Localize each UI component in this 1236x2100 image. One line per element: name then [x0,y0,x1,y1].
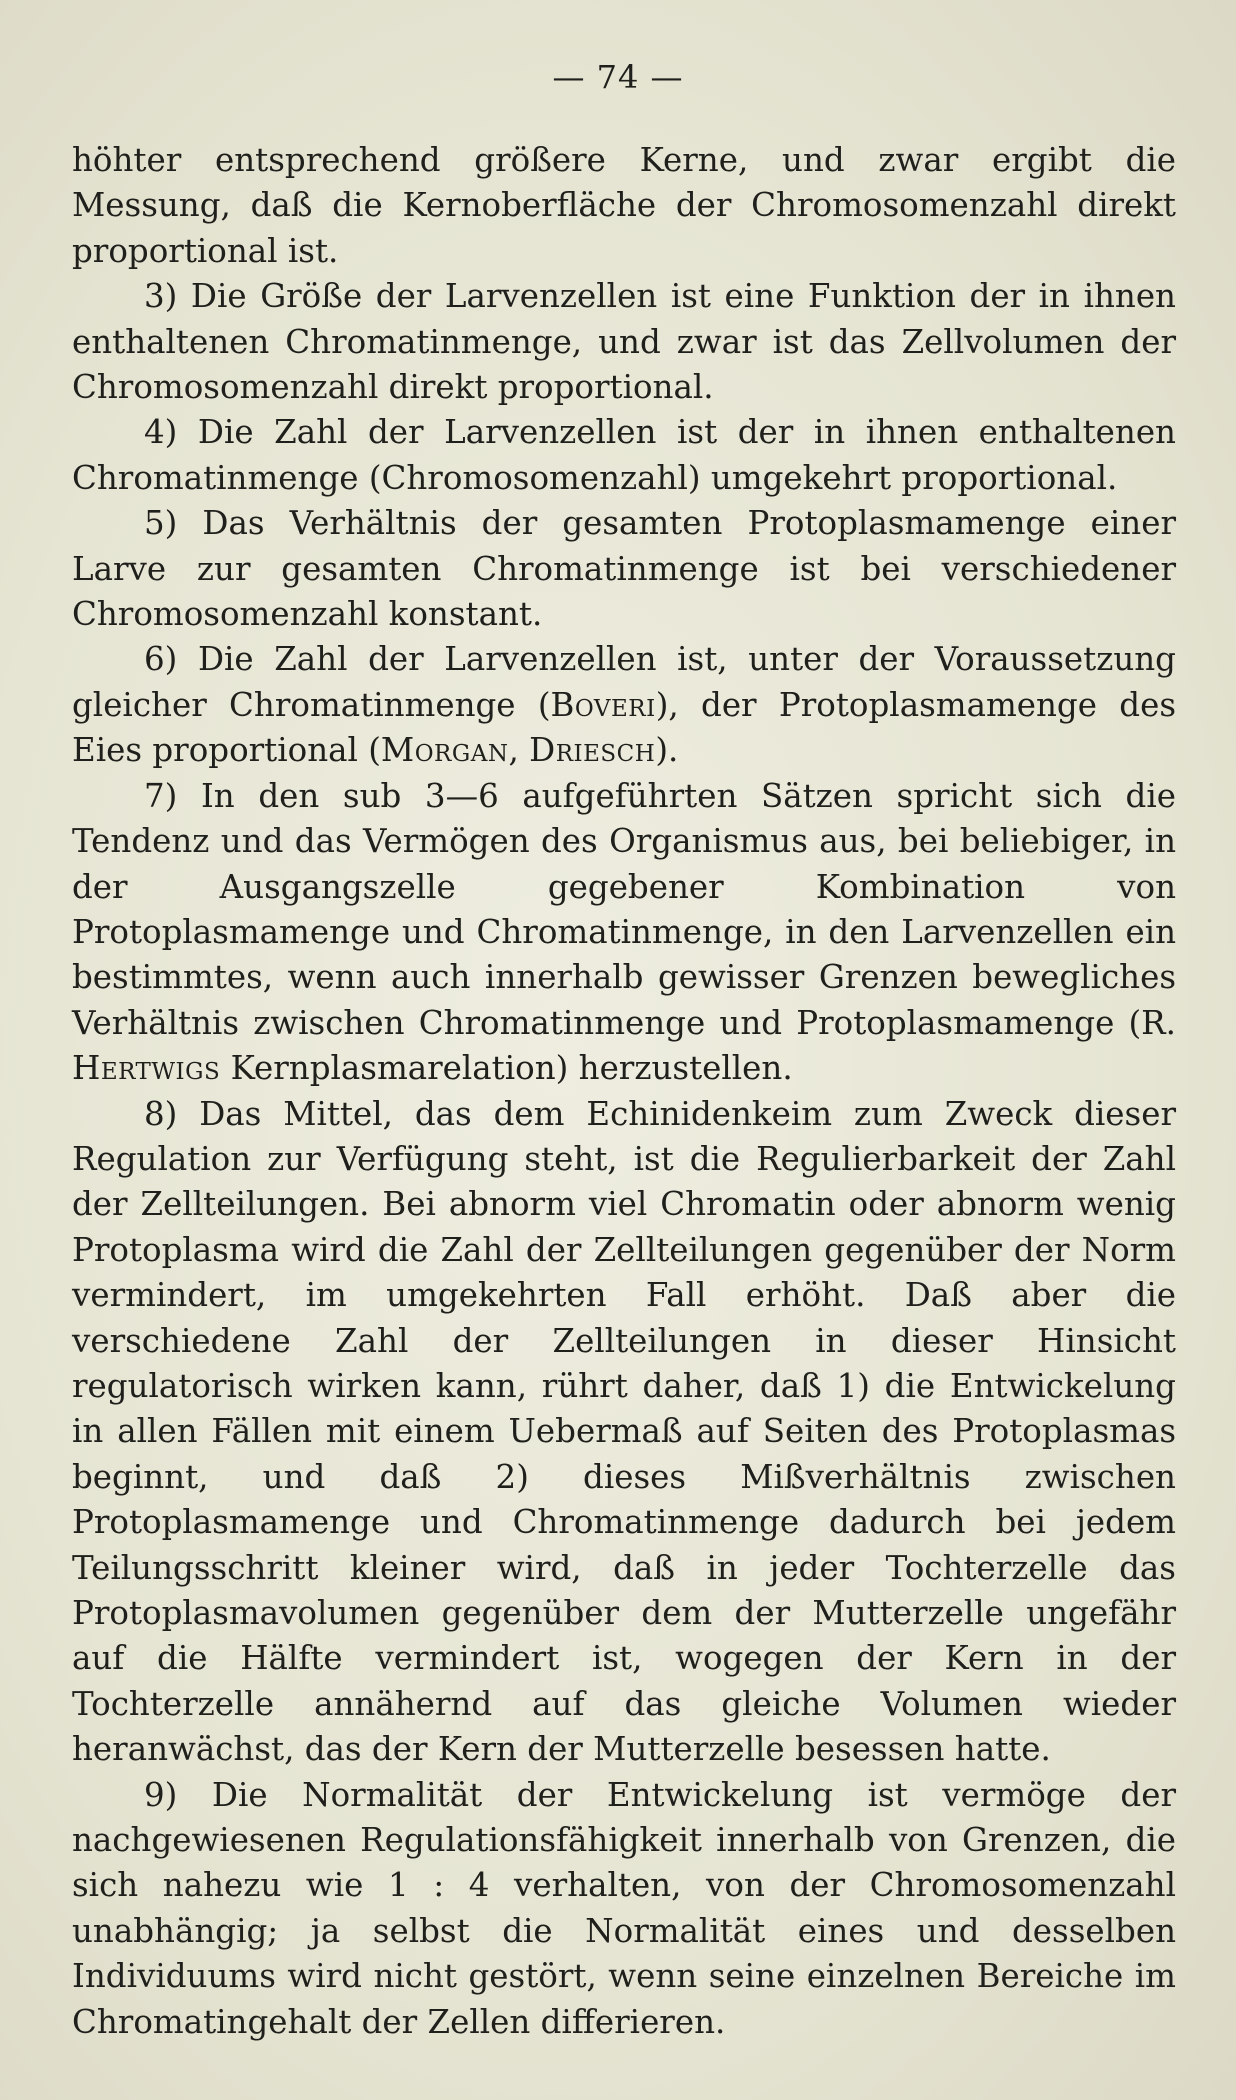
paragraph-point-5: 5) Das Verhältnis der gesamten Protoplasmamenge einer Larve zur gesamten Chromatinmenge ist bei verschiedener Chromosomenzahl konstant. [72,504,1176,634]
p6-text-2: ), der Protoplasmamenge des Eies proportional ( [72,685,1176,770]
body-text [72,138,1176,2045]
paragraph-point-6 [72,637,1176,773]
author-name-driesch: Driesch [529,731,656,770]
p7-text-1: 7) In den sub 3—6 aufgeführten Sätzen spricht sich die Tendenz und das Vermögen des Organismus aus, bei beliebiger, in der Ausgangszelle gegebener Kombination von Protoplasmamenge und Chromatinmenge, in den Larvenzellen ein bestimmtes, wenn auch innerhalb gewisser Grenzen bewegliches Verhältnis zwischen Chromatinmenge und Protoplasmamenge (R. [72,776,1176,1042]
author-name-morgan: Morgan [380,731,509,770]
paragraph-point-8: 8) Das Mittel, das dem Echinidenkeim zum Zweck dieser Regulation zur Verfügung steht, ist die Regulierbarkeit der Zahl der Zellteilungen. Bei abnorm viel Chromatin oder abnorm wenig Protoplasma wird die Zahl der Zellteilungen gegenüber der Norm vermindert, im umgekehrten Fall erhöht. Daß aber die verschiedene Zahl der Zellteilungen in dieser Hinsicht regulatorisch wirken kann, rührt daher, daß 1) die Entwickelung in allen Fällen mit einem Uebermaß auf Seiten des Protoplasmas beginnt, und daß 2) dieses Mißverhältnis zwischen Protoplasmamenge und Chromatinmenge dadurch bei jedem Teilungsschritt kleiner wird, daß in jeder Tochterzelle das Protoplasmavolumen gegenüber dem der Mutterzelle ungefähr auf die Hälfte vermindert ist, wogegen der Kern in der Tochterzelle annähernd auf das gleiche Volumen wieder heranwächst, das der Kern der Mutterzelle besessen hatte. [72,1094,1176,1769]
paragraph-point-4: 4) Die Zahl der Larvenzellen ist der in ihnen enthaltenen Chromatinmenge (Chromosomenzahl) umgekehrt proportional. [72,413,1176,497]
p6-text-3: ). [655,731,679,770]
page-number: — 74 — [552,58,684,96]
p6-separator: , [508,731,530,770]
paragraph-point-9: 9) Die Normalität der Entwickelung ist vermöge der nachgewiesenen Regulationsfähigkeit innerhalb von Grenzen, die sich nahezu wie 1 : 4 verhalten, von der Chromosomenzahl unabhängig; ja selbst die Normalität eines und desselben Individuums wird nicht gestört, wenn seine einzelnen Bereiche im Chromatingehalt der Zellen differieren. [72,1775,1176,2041]
author-name-hertwigs: Hertwigs [72,1049,221,1088]
paragraph-continuation: höhter entsprechend größere Kerne, und zwar ergibt die Messung, daß die Kernoberfläche der Chromosomenzahl direkt proportional ist. [72,141,1176,270]
paragraph-point-3: 3) Die Größe der Larvenzellen ist eine Funktion der in ihnen enthaltenen Chromatinmenge, und zwar ist das Zellvolumen der Chromosomenzahl direkt proportional. [72,277,1176,407]
p7-text-2: Kernplasmarelation) herzustellen. [220,1049,793,1088]
paragraph-point-7 [72,774,1176,1092]
author-name-boveri: Boveri [550,685,656,724]
p6-text-1: 6) Die Zahl der Larvenzellen ist, unter der Voraussetzung gleicher Chromatinmenge ( [72,640,1176,724]
